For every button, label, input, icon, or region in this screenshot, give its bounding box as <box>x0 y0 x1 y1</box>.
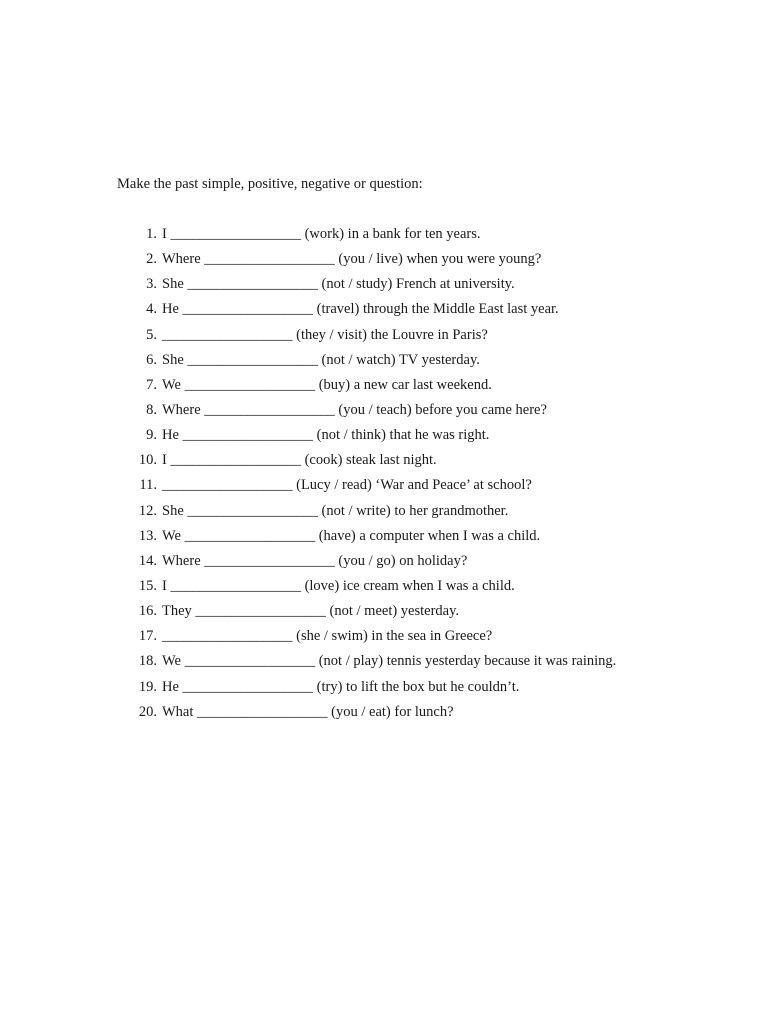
item-text: I __________________ (love) ice cream when I was a child. <box>162 577 515 594</box>
item-number: 20. <box>138 703 157 720</box>
item-text: He __________________ (travel) through the Middle East last year. <box>162 301 559 318</box>
item-number: 3. <box>146 276 157 293</box>
item-text: She __________________ (not / study) French at university. <box>162 276 515 293</box>
item-text: He __________________ (try) to lift the box but he couldn’t. <box>162 678 520 695</box>
item-text: We __________________ (not / play) tennis yesterday because it was raining. <box>162 653 617 670</box>
instruction-text: Make the past simple, positive, negative or question: <box>117 176 423 192</box>
item-number: 4. <box>146 301 157 318</box>
item-text: She __________________ (not / watch) TV yesterday. <box>162 351 480 368</box>
item-number: 8. <box>146 401 157 418</box>
item-text: I __________________ (cook) steak last night. <box>162 452 437 469</box>
item-number: 18. <box>138 653 157 670</box>
item-number: 13. <box>138 527 157 544</box>
item-text: They __________________ (not / meet) yesterday. <box>162 603 460 620</box>
item-text: She __________________ (not / write) to her grandmother. <box>162 502 509 519</box>
item-number: 17. <box>138 628 157 645</box>
item-text: He __________________ (not / think) that he was right. <box>162 427 490 444</box>
item-text: __________________ (Lucy / read) ‘War and Peace’ at school? <box>162 477 532 494</box>
item-number: 16. <box>138 603 157 620</box>
item-number: 12. <box>138 502 157 519</box>
item-number: 10. <box>138 452 157 469</box>
item-text: __________________ (she / swim) in the sea in Greece? <box>162 628 493 645</box>
item-number: 19. <box>138 678 157 695</box>
item-text: We __________________ (buy) a new car last weekend. <box>162 376 492 393</box>
item-number: 9. <box>146 427 157 444</box>
item-number: 6. <box>146 351 157 368</box>
item-text: __________________ (they / visit) the Louvre in Paris? <box>162 326 488 343</box>
item-number: 5. <box>146 326 157 343</box>
item-text: Where __________________ (you / live) when you were young? <box>162 251 542 268</box>
item-text: We __________________ (have) a computer when I was a child. <box>162 527 541 544</box>
item-number: 14. <box>138 552 157 569</box>
item-number: 2. <box>146 251 157 268</box>
item-text: I __________________ (work) in a bank for ten years. <box>162 226 481 242</box>
item-text: Where __________________ (you / teach) before you came here? <box>162 401 547 418</box>
item-text: Where __________________ (you / go) on holiday? <box>162 552 468 569</box>
item-number: 1. <box>146 226 157 242</box>
item-number: 15. <box>138 577 157 594</box>
item-number: 7. <box>146 376 157 393</box>
item-text: What __________________ (you / eat) for lunch? <box>162 703 454 720</box>
item-number: 11. <box>139 477 157 494</box>
